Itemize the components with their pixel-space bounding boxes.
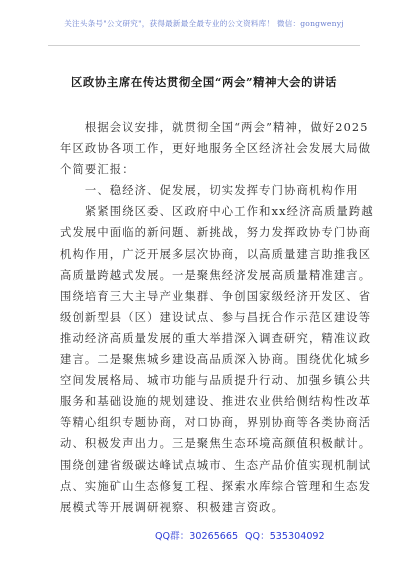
header-banner: 关注头条号"公文研究"，获得最新最全最专业的公文资料库！ 微信：gongwenyj [64,19,344,28]
paragraph-line: 机构作用，广泛开展多层次协商，以高质量建言助推我区 [60,247,372,261]
paragraph-line: 推动经济高质量发展的重大举措深入调查研究，精准议政 [60,331,372,345]
footer-qq-group: QQ群：30265665 [155,531,239,542]
paragraph-line: 级创新型县（区）建设试点、参与昌抚合作示范区建设等 [60,310,372,324]
paragraph-line: 根据会议安排，就贯彻全国“两会”精神，做好2025 [60,121,369,134]
document-body [60,117,374,518]
paragraph-line: 空间发展格局、城市功能与品质提升行动、加强乡镇公共 [60,374,372,388]
section-heading: 一、稳经济、促发展，切实发挥专门协商机构作用 [60,184,359,198]
paragraph-line: 服务和基础设施的规划建设、推进农业供给侧结构性改革 [60,395,372,409]
paragraph-line: 式发展中面临的新问题、新挑战，努力发挥政协专门协商 [60,226,372,240]
paragraph-line: 围绕培育三大主导产业集群、争创国家级经济开发区、省 [60,289,372,303]
paragraph-line: 建言。二是聚焦城乡建设高品质深入协商。围绕优化城乡 [60,353,372,367]
paragraph-line: 等精心组织专题协商，对口协商，界别协商等各类协商活 [60,416,372,430]
paragraph-line: 展模式等开展调研视察、积极建言资政。 [60,500,285,514]
document-title: 区政协主席在传达贯彻全国“两会”精神大会的讲话 [70,75,338,89]
paragraph-line: 围绕创建省级碳达峰试点城市、生态产品价值实现机制试 [60,458,372,472]
paragraph-line: 个简要汇报： [60,163,135,177]
paragraph-line: 点、实施矿山生态修复工程、探索水库综合管理和生态发 [60,479,372,493]
header-divider [48,45,360,46]
paragraph-line: 年区政协各项工作，更好地服务全区经济社会发展大局做 [60,142,372,156]
footer-qq-contact: QQ：535304092 [245,531,325,542]
paragraph-line: 动、积极发声出力。三是聚焦生态环境高颜值积极献计。 [60,437,372,451]
paragraph-line: 高质量跨越式发展。一是聚焦经济发展高质量精准建言。 [60,268,372,282]
paragraph-line: 紧紧围绕区委、区政府中心工作和xx经济高质量跨越 [60,205,374,219]
